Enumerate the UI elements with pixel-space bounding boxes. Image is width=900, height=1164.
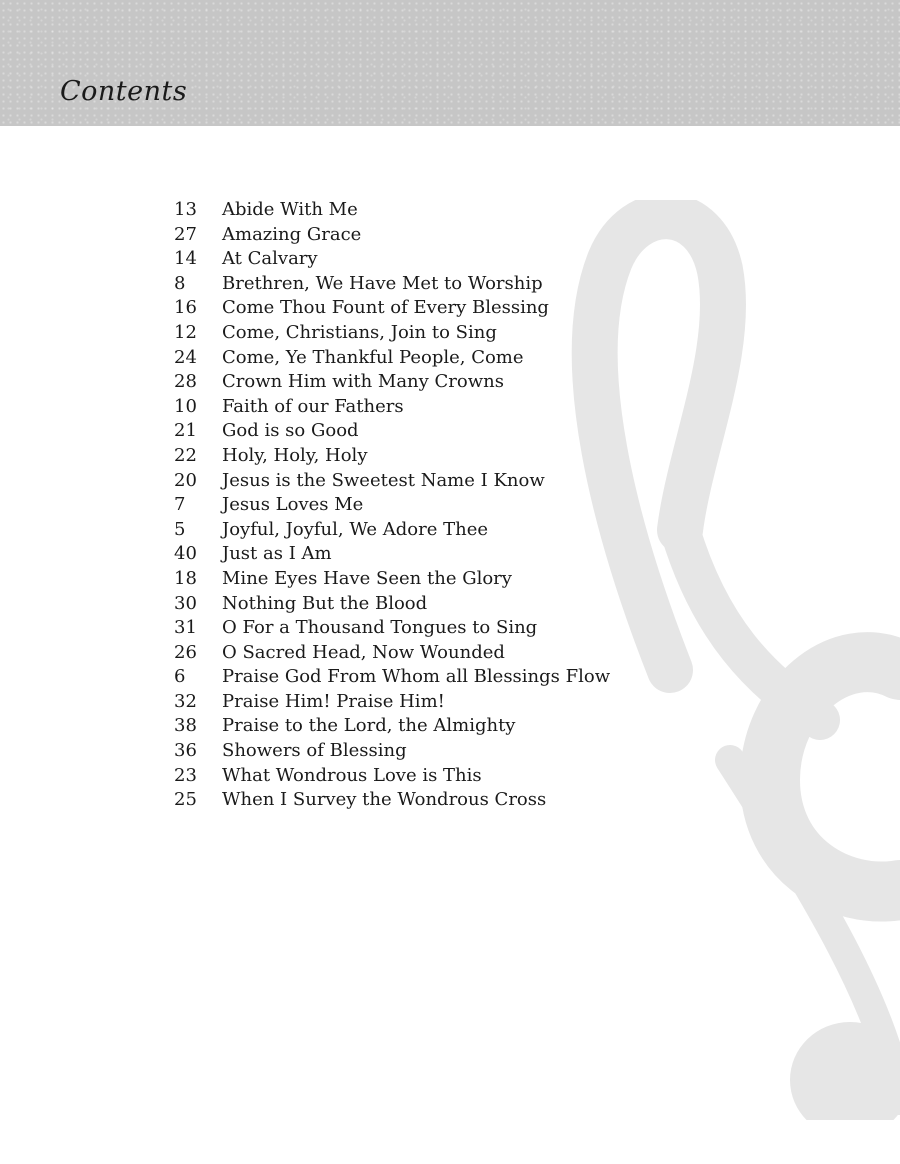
toc-entry: [174, 493, 610, 518]
toc-hymn-title: Amazing Grace: [222, 223, 362, 245]
toc-hymn-title: Just as I Am: [222, 543, 332, 565]
toc-page-number: 23: [174, 764, 197, 786]
toc-hymn-title: At Calvary: [222, 248, 318, 270]
toc-page-number: 26: [174, 641, 197, 663]
page-title: Contents: [60, 76, 188, 107]
toc-hymn-title: Come, Christians, Join to Sing: [222, 321, 497, 343]
toc-entry: [174, 714, 610, 739]
toc-entry: [174, 198, 610, 223]
toc-hymn-title: Praise to the Lord, the Almighty: [222, 715, 516, 737]
toc-page-number: 40: [174, 543, 197, 565]
toc-hymn-title: Come Thou Fount of Every Blessing: [222, 297, 549, 319]
toc-entry: [174, 592, 610, 617]
toc-hymn-title: Crown Him with Many Crowns: [222, 371, 504, 393]
toc-page-number: 36: [174, 740, 197, 762]
toc-hymn-title: What Wondrous Love is This: [222, 764, 482, 786]
toc-entry: [174, 739, 610, 764]
toc-page-number: 31: [174, 617, 197, 639]
toc-entry: [174, 764, 610, 789]
toc-entry: [174, 370, 610, 395]
toc-hymn-title: Come, Ye Thankful People, Come: [222, 346, 524, 368]
toc-entry: [174, 395, 610, 420]
toc-entry: [174, 419, 610, 444]
toc-page-number: 21: [174, 420, 197, 442]
toc-page-number: 8: [174, 272, 186, 294]
toc-page-number: 27: [174, 223, 197, 245]
toc-entry: [174, 247, 610, 272]
toc-page-number: 25: [174, 789, 197, 811]
toc-page-number: 10: [174, 395, 197, 417]
toc-entry: [174, 469, 610, 494]
toc-hymn-title: God is so Good: [222, 420, 359, 442]
toc-hymn-title: Jesus is the Sweetest Name I Know: [222, 469, 545, 491]
toc-entry: [174, 665, 610, 690]
toc-entry: [174, 223, 610, 248]
toc-entry: [174, 616, 610, 641]
toc-entry: [174, 296, 610, 321]
toc-page-number: 22: [174, 444, 197, 466]
toc-hymn-title: Jesus Loves Me: [222, 494, 364, 516]
toc-page-number: 12: [174, 321, 197, 343]
toc-page-number: 16: [174, 297, 197, 319]
toc-hymn-title: Showers of Blessing: [222, 740, 407, 762]
toc-page-number: 38: [174, 715, 197, 737]
toc-entry: [174, 567, 610, 592]
toc-hymn-title: Mine Eyes Have Seen the Glory: [222, 567, 512, 589]
toc-entry: [174, 518, 610, 543]
toc-hymn-title: Joyful, Joyful, We Adore Thee: [222, 518, 489, 540]
toc-page-number: 30: [174, 592, 197, 614]
toc-entry: [174, 444, 610, 469]
toc-page-number: 6: [174, 666, 186, 688]
header-band: [0, 0, 900, 126]
toc-hymn-title: O Sacred Head, Now Wounded: [222, 641, 505, 663]
toc-entry: [174, 542, 610, 567]
toc-page-number: 7: [174, 494, 186, 516]
toc-entry: [174, 272, 610, 297]
toc-page-number: 32: [174, 690, 197, 712]
toc-page-number: 18: [174, 567, 197, 589]
toc-page-number: 13: [174, 199, 197, 220]
toc-list: [174, 198, 610, 813]
toc-hymn-title: Holy, Holy, Holy: [222, 444, 368, 466]
toc-page-number: 20: [174, 469, 197, 491]
toc-hymn-title: Praise God From Whom all Blessings Flow: [222, 666, 611, 688]
toc-hymn-title: Praise Him! Praise Him!: [222, 690, 445, 712]
toc-entry: [174, 641, 610, 666]
toc-page-number: 5: [174, 518, 186, 540]
toc-page-number: 28: [174, 371, 197, 393]
toc-entry: [174, 690, 610, 715]
toc-hymn-title: O For a Thousand Tongues to Sing: [222, 617, 538, 639]
toc-entry: [174, 321, 610, 346]
toc-hymn-title: Nothing But the Blood: [222, 592, 428, 614]
toc-entry: [174, 788, 610, 813]
toc-hymn-title: When I Survey the Wondrous Cross: [222, 789, 547, 811]
toc-page-number: 24: [174, 346, 197, 368]
toc-hymn-title: Faith of our Fathers: [222, 395, 404, 417]
toc-page-number: 14: [174, 248, 197, 270]
toc-hymn-title: Abide With Me: [222, 199, 358, 220]
toc-entry: [174, 346, 610, 371]
toc-hymn-title: Brethren, We Have Met to Worship: [222, 272, 543, 294]
